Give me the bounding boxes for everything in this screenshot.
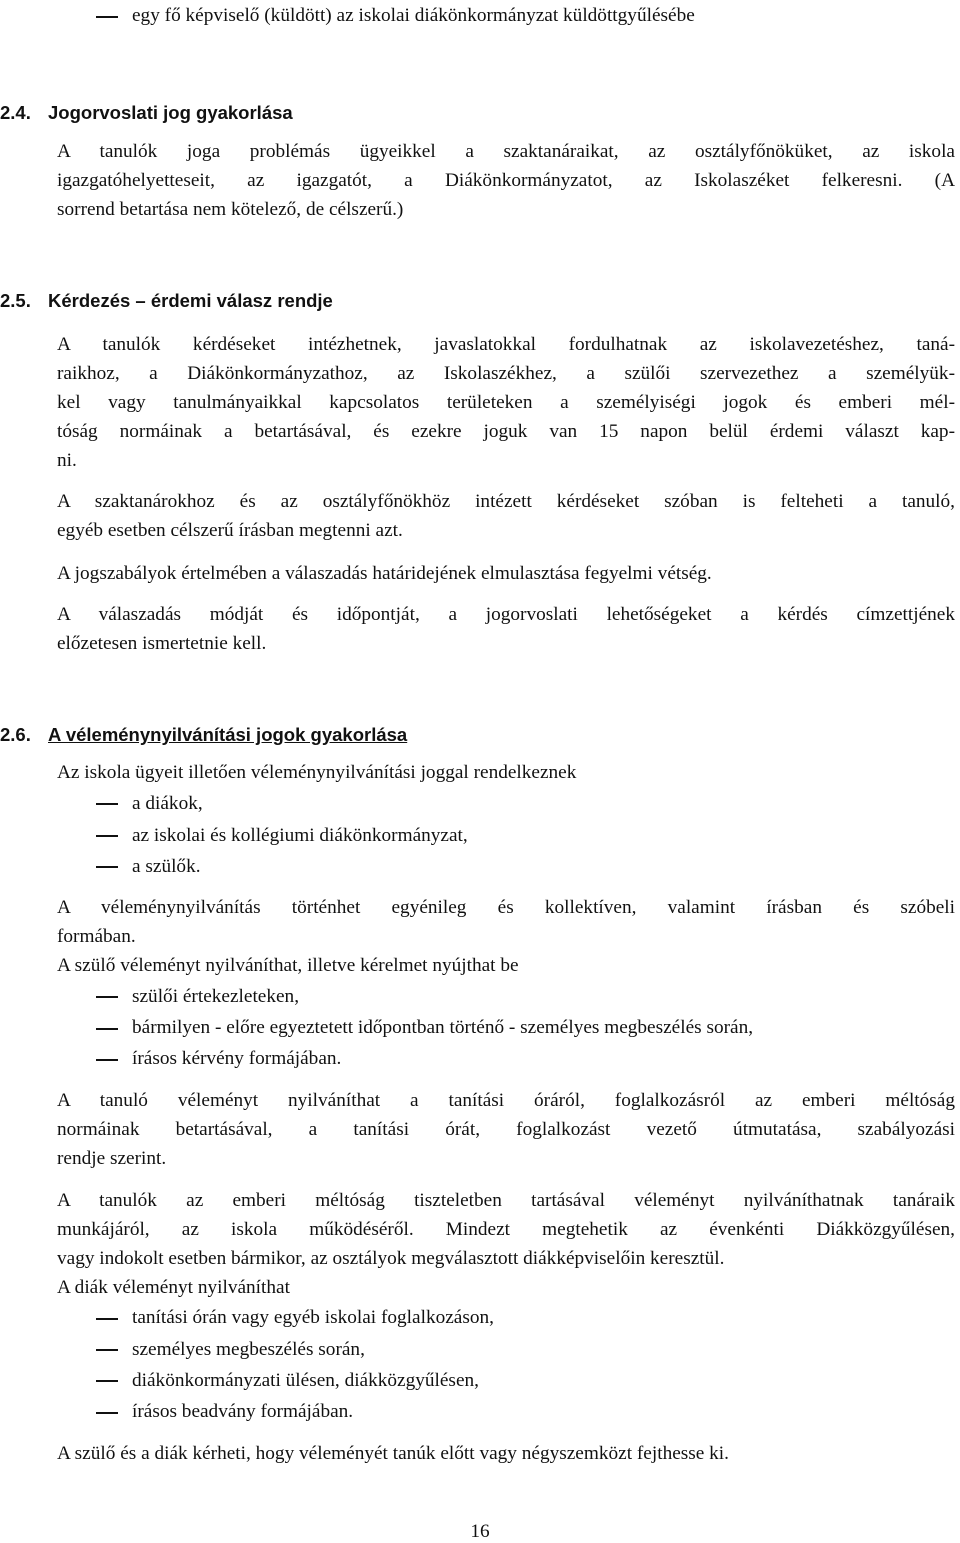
bullet-dash	[96, 1028, 118, 1030]
paragraph-line: munkájáról, az iskola működéséről. Mindezt megtehetik az évenkénti Diákközgyűlésen,	[57, 1219, 955, 1240]
list-item: a szülők.	[132, 856, 201, 877]
paragraph-line: A tanulók kérdéseket intézhetnek, javaslatokkal fordulhatnak az iskolavezetéshez, taná-	[57, 334, 955, 355]
list-item: személyes megbeszélés során,	[132, 1339, 365, 1360]
section-number: 2.5.	[0, 290, 31, 311]
bullet-dash	[96, 835, 118, 837]
paragraph-line: sorrend betartása nem kötelező, de célszerű.)	[57, 199, 404, 220]
bullet-dash	[96, 1349, 118, 1351]
list-item: szülői értekezleteken,	[132, 986, 300, 1007]
paragraph-line: vagy indokolt esetben bármikor, az osztályok megválasztott diákképviselőin keresztül.	[57, 1248, 725, 1269]
paragraph-line: A véleménynyilvánítás történhet egyénileg és kollektíven, valamint írásban és szóbeli	[57, 897, 955, 918]
bullet-dash	[96, 1059, 118, 1061]
paragraph-line: A tanulók joga problémás ügyeikkel a szaktanáraikat, az osztályfőnöküket, az iskola	[57, 141, 955, 162]
bullet-dash	[96, 1318, 118, 1320]
page-number: 16	[470, 1521, 490, 1542]
paragraph-line: A szülő és a diák kérheti, hogy véleményét tanúk előtt vagy négyszemközt fejthesse ki.	[57, 1443, 729, 1464]
bullet-dash	[96, 1412, 118, 1414]
paragraph-line: A szaktanárokhoz és az osztályfőnökhöz intézett kérdéseket szóban is felteheti a tanuló,	[57, 491, 955, 512]
paragraph-line: tóság normáinak a betartásával, és ezekre joguk van 15 napon belül érdemi választ kap-	[57, 421, 955, 442]
list-item: írásos beadvány formájában.	[132, 1401, 354, 1422]
paragraph-line: A tanulók az emberi méltóság tiszteletben tartásával véleményt nyilváníthatnak tanáraik	[57, 1190, 955, 1211]
paragraph-line: előzetesen ismertetnie kell.	[57, 633, 267, 654]
paragraph-line: formában.	[57, 926, 136, 947]
list-item: diákönkormányzati ülésen, diákközgyűlésen,	[132, 1370, 479, 1391]
paragraph-line: Az iskola ügyeit illetően véleménynyilvánítási joggal rendelkeznek	[57, 762, 577, 783]
section-number: 2.6.	[0, 724, 31, 745]
paragraph-line: kel vagy tanulmányaikkal kapcsolatos területeken a személyiségi jogok és emberi mél-	[57, 392, 955, 413]
paragraph-line: normáinak betartásával, a tanítási órát, foglalkozást vezető útmutatása, szabályozási	[57, 1119, 955, 1140]
section-title: A véleménynyilvánítási jogok gyakorlása	[48, 724, 408, 745]
list-item: bármilyen - előre egyeztetett időpontban történő - személyes megbeszélés során,	[132, 1017, 754, 1038]
section-title: Jogorvoslati jog gyakorlása	[48, 102, 293, 123]
list-item: tanítási órán vagy egyéb iskolai foglalkozáson,	[132, 1307, 494, 1328]
list-item: az iskolai és kollégiumi diákönkormányzat,	[132, 825, 468, 846]
paragraph-line: A tanuló véleményt nyilváníthat a tanítási óráról, foglalkozásról az emberi méltóság	[57, 1090, 955, 1111]
paragraph-line: rendje szerint.	[57, 1148, 167, 1169]
paragraph-line: A válaszadás módját és időpontját, a jogorvoslati lehetőségeket a kérdés címzettjének	[57, 604, 955, 625]
paragraph-line: A jogszabályok értelmében a válaszadás határidejének elmulasztása fegyelmi vétség.	[57, 563, 712, 584]
bullet-dash	[96, 996, 118, 998]
bullet-dash	[96, 866, 118, 868]
bullet-dash	[96, 16, 118, 18]
paragraph-line: A szülő véleményt nyilváníthat, illetve kérelmet nyújthat be	[57, 955, 519, 976]
list-item: a diákok,	[132, 793, 203, 814]
section-title: Kérdezés – érdemi válasz rendje	[48, 290, 333, 311]
bullet-dash	[96, 1380, 118, 1382]
bullet-dash	[96, 803, 118, 805]
list-item: egy fő képviselő (küldött) az iskolai diákönkormányzat küldöttgyűlésébe	[132, 5, 695, 26]
section-number: 2.4.	[0, 102, 31, 123]
paragraph-line: raikhoz, a Diákönkormányzathoz, az Iskolaszékhez, a szülői szervezethez a személyük-	[57, 363, 955, 384]
paragraph-line: egyéb esetben célszerű írásban megtenni azt.	[57, 520, 403, 541]
list-item: írásos kérvény formájában.	[132, 1048, 342, 1069]
paragraph-line: igazgatóhelyetteseit, az igazgatót, a Diákönkormányzatot, az Iskolaszéket felkeresni. (A	[57, 170, 955, 191]
paragraph-line: A diák véleményt nyilváníthat	[57, 1277, 290, 1298]
paragraph-line: ni.	[57, 450, 77, 471]
